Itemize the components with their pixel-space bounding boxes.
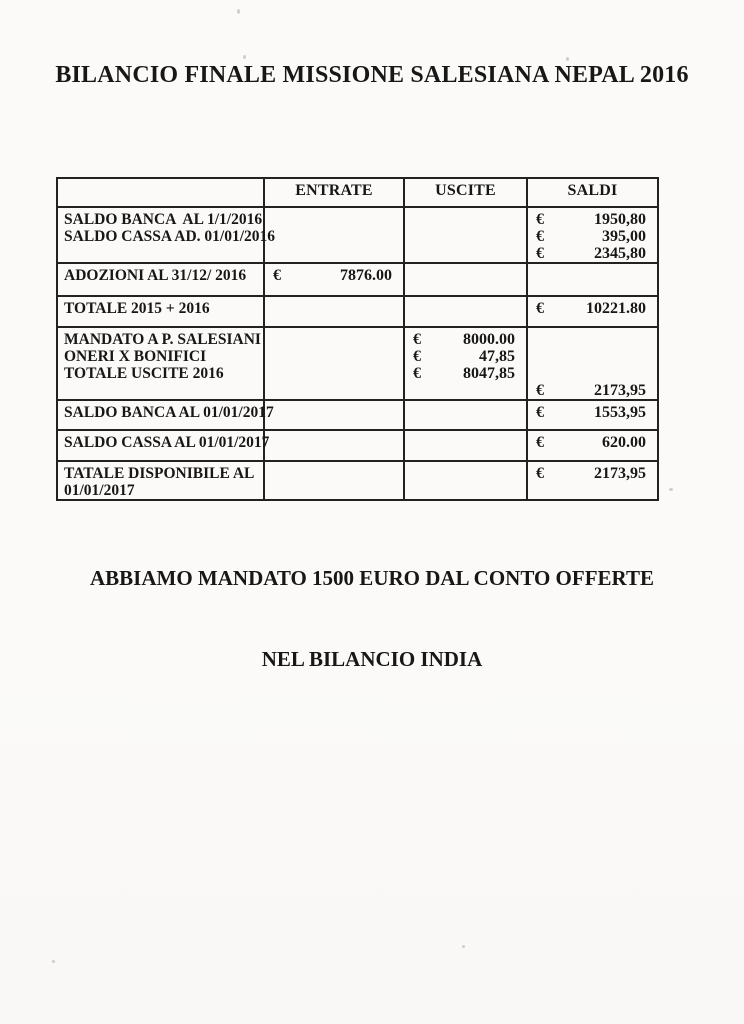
row-label: SALDO CASSA AD. 01/01/2016 bbox=[64, 228, 276, 245]
currency-symbol: € bbox=[536, 211, 544, 228]
amount-line bbox=[528, 228, 657, 245]
scan-speck bbox=[669, 488, 673, 491]
scan-speck bbox=[243, 55, 246, 59]
amount-line bbox=[405, 365, 526, 382]
footer-note bbox=[0, 511, 744, 727]
scan-speck bbox=[237, 9, 240, 14]
table-row bbox=[57, 430, 658, 461]
row-label: 01/01/2017 bbox=[64, 482, 135, 499]
amount-value: 8000.00 bbox=[463, 331, 515, 348]
currency-symbol: € bbox=[536, 465, 544, 482]
amount-line bbox=[528, 300, 657, 317]
amount-line bbox=[405, 331, 526, 348]
row-label: TOTALE 2015 + 2016 bbox=[64, 300, 210, 317]
currency-symbol: € bbox=[413, 348, 421, 365]
column-header-uscite: USCITE bbox=[404, 178, 527, 207]
currency-symbol: € bbox=[536, 228, 544, 245]
currency-symbol: € bbox=[536, 245, 544, 262]
currency-symbol: € bbox=[536, 300, 544, 317]
amount-line bbox=[528, 404, 657, 421]
amount-line bbox=[265, 267, 403, 284]
amount-line bbox=[528, 434, 657, 451]
currency-symbol: € bbox=[413, 331, 421, 348]
amount-value: 1553,95 bbox=[594, 404, 646, 421]
column-header-saldi: SALDI bbox=[527, 178, 658, 207]
footer-note-line: NEL BILANCIO INDIA bbox=[261, 647, 483, 671]
amount-value: 2173,95 bbox=[594, 382, 646, 399]
balance-table bbox=[56, 177, 659, 501]
column-header-entrate: ENTRATE bbox=[264, 178, 404, 207]
row-label: MANDATO A P. SALESIANI bbox=[64, 331, 261, 348]
row-label: TOTALE USCITE 2016 bbox=[64, 365, 224, 382]
table-row bbox=[57, 296, 658, 327]
amount-value: 395,00 bbox=[602, 228, 646, 245]
amount-line bbox=[405, 348, 526, 365]
amount-line bbox=[528, 245, 657, 262]
row-label: SALDO BANCA AL 01/01/2017 bbox=[64, 404, 274, 421]
row-label: SALDO CASSA AL 01/01/2017 bbox=[64, 434, 270, 451]
table-row bbox=[57, 461, 658, 500]
table-row bbox=[57, 207, 658, 263]
amount-value: 620.00 bbox=[602, 434, 646, 451]
column-header-empty bbox=[57, 178, 264, 207]
amount-value: 1950,80 bbox=[594, 211, 646, 228]
table-row bbox=[57, 400, 658, 430]
amount-value: 7876.00 bbox=[340, 267, 392, 284]
amount-line bbox=[528, 211, 657, 228]
currency-symbol: € bbox=[413, 365, 421, 382]
scan-speck bbox=[566, 57, 569, 61]
row-label: ONERI X BONIFICI bbox=[64, 348, 207, 365]
row-label: TATALE DISPONIBILE AL bbox=[64, 465, 255, 482]
amount-value: 2173,95 bbox=[594, 465, 646, 482]
scan-speck bbox=[52, 960, 55, 963]
table-row bbox=[57, 263, 658, 296]
row-label: ADOZIONI AL 31/12/ 2016 bbox=[64, 267, 247, 284]
amount-line bbox=[528, 331, 657, 399]
amount-value: 47,85 bbox=[479, 348, 515, 365]
currency-symbol: € bbox=[536, 434, 544, 451]
footer-note-line: ABBIAMO MANDATO 1500 EURO DAL CONTO OFFERTE bbox=[90, 566, 654, 590]
amount-line bbox=[528, 465, 657, 482]
currency-symbol: € bbox=[536, 404, 544, 421]
currency-symbol: € bbox=[273, 267, 281, 284]
currency-symbol: € bbox=[536, 382, 544, 399]
table-header-row bbox=[57, 178, 658, 207]
row-label: SALDO BANCA AL 1/1/2016 bbox=[64, 211, 263, 228]
amount-value: 10221.80 bbox=[586, 300, 646, 317]
table-row bbox=[57, 327, 658, 400]
amount-value: 2345,80 bbox=[594, 245, 646, 262]
document-title: BILANCIO FINALE MISSIONE SALESIANA NEPAL 2016 bbox=[55, 62, 689, 88]
scan-speck bbox=[462, 945, 465, 948]
amount-value: 8047,85 bbox=[463, 365, 515, 382]
